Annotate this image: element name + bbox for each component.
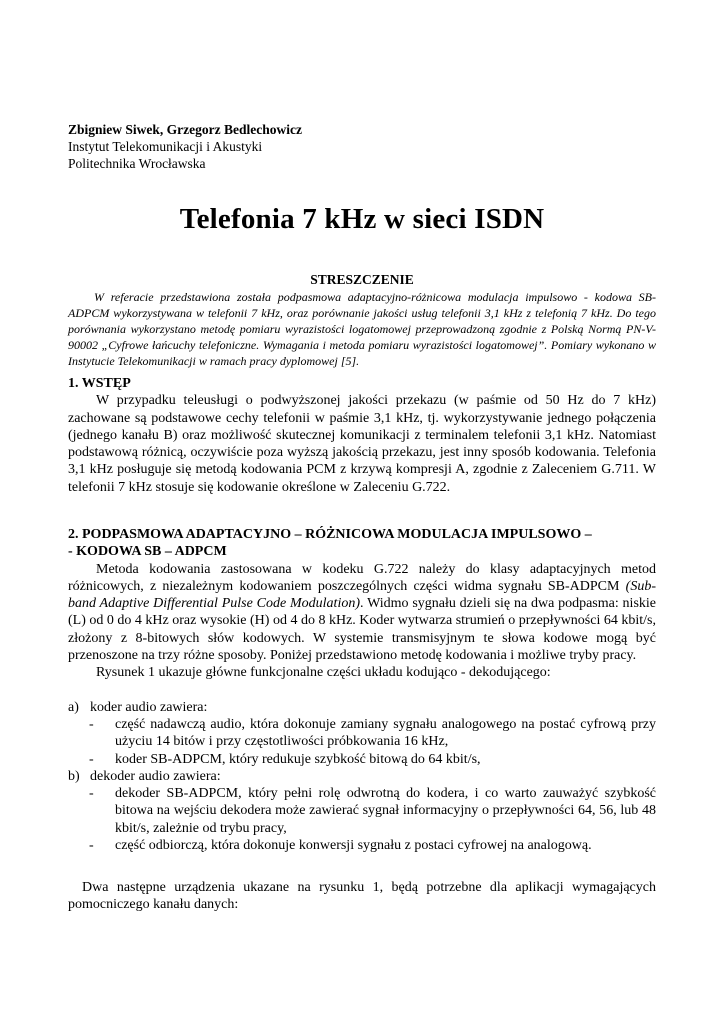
sub-list-item-text: koder SB-ADPCM, który redukuje szybkość bitową do 64 kbit/s, — [115, 751, 481, 767]
paragraph-italic-term: (Sub-band Adaptive Differential Pulse Code Modulation) — [68, 578, 656, 612]
component-list — [68, 699, 656, 855]
section-heading: 1. WSTĘP — [68, 376, 131, 391]
sub-list-item — [89, 837, 656, 854]
paragraph-text: . Widmo sygnału dzieli się na dwa podpasma: niskie (L) od 0 do 4 kHz oraz wysokie (H) od 4 do 8 kHz. Koder wytwarza strumień o przepływności 64 kbit/s, złożony z 8-bitowych słów kodowych. W systemie transmisyjnym te słowa kodowe mogą być przenoszone na trzy różne sposoby. Poniżej przedstawiono metodę kodowania i możliwe tryby pracy. — [68, 596, 657, 664]
sub-list-item — [89, 785, 656, 837]
section-heading-continued: - KODOWA SB – ADPCM — [68, 544, 227, 560]
list-item-text: koder audio zawiera: — [90, 699, 208, 715]
abstract-text: W referacie przedstawiona została podpasmowa adaptacyjno-różnicowa modulacja impulsowo - kodowa SB-ADPCM wykorzystywana w telefonii 7 kHz, oraz porównanie jakości usług telefonii 3,1 kHz z telefonią 7 kHz. Do tego porównania wykorzystano metodę pomiaru wyrazistości logatomowej przeprowadzoną zgodnie z Polską Normą PN-V-90002 „Cyfrowe łańcuchy telefoniczne. Wymagania i metoda pomiaru wyrazistości logatomowej”. Pomiary wykonano w Instytucie Telekomunikacji w ramach pracy dyplomowej [5]. — [68, 290, 656, 368]
dash-bullet: - — [89, 751, 94, 767]
author-institute: Instytut Telekomunikacji i Akustyki — [68, 139, 263, 154]
list-label: a) — [68, 699, 79, 715]
dash-bullet: - — [89, 786, 94, 802]
dash-bullet: - — [89, 838, 94, 854]
sub-list-item-text: część odbiorczą, która dokonuje konwersji sygnału z postaci cyfrowej na analogową. — [115, 838, 592, 854]
sub-list-item-text: część nadawczą audio, która dokonuje zamiany sygnału analogowego na postać cyfrową przy użyciu 14 bitów i przy częstotliwości próbkowania 16 kHz, — [115, 716, 656, 750]
section-heading: 2. PODPASMOWA ADAPTACYJNO – RÓŻNICOWA MODULACJA IMPULSOWO – — [68, 527, 592, 542]
dash-bullet: - — [89, 716, 94, 732]
paragraph-text: Metoda kodowania zastosowana w kodeku G.722 należy do klasy adaptacyjnych metod różnicowych, z niezależnym kodowaniem poszczególnych części widma sygnału SB-ADPCM — [68, 561, 656, 594]
author-university: Politechnika Wrocławska — [68, 156, 206, 171]
list-label: b) — [68, 768, 80, 784]
section-introduction — [68, 375, 656, 496]
paragraph: Rysunek 1 ukazuje główne funkcjonalne części układu kodująco - dekodującego: — [96, 665, 551, 681]
list-item — [68, 768, 656, 785]
section-sb-adpcm — [68, 526, 656, 854]
author-block — [68, 121, 302, 172]
author-names: Zbigniew Siwek, Grzegorz Bedlechowicz — [68, 122, 302, 137]
paragraph: W przypadku teleusługi o podwyższonej jakości przekazu (w paśmie od 50 Hz do 7 kHz) zachowane są podstawowe cechy telefonii w paśmie 3,1 kHz, tj. wykorzystywanie jednego połączenia (jednego kanału B) oraz możliwość skutecznej komunikacji z terminalem telefonii 3,1 kHz. Natomiast podstawową różnicą, oczywiście poza wyższą jakością przekazu, jest inny sposób kodowania. Telefonia 3,1 kHz posługuje się metodą kodowania PCM z krzywą kompresji A, zgodnie z Zaleceniem G.711. W telefonii 7 kHz stosuje się kodowanie określone w Zaleceniu G.722. — [68, 393, 656, 495]
abstract-heading: STRESZCZENIE — [310, 272, 414, 287]
sub-list-item — [89, 751, 656, 768]
sub-list-item-text: dekoder SB-ADPCM, który pełni rolę odwrotną do kodera, i co warto zauważyć szybkość bitowa na wejściu dekodera może zawierać sygnał informacyjny o przepływności 64, 56, lub 48 kbit/s, zależnie od trybu pracy, — [115, 786, 656, 836]
closing-paragraph-block — [68, 879, 656, 914]
list-item — [68, 699, 656, 716]
sub-list-item — [89, 716, 656, 751]
paragraph: Dwa następne urządzenia ukazane na rysunku 1, będą potrzebne dla aplikacji wymagających pomocniczego kanału danych: — [68, 880, 656, 913]
list-item-text: dekoder audio zawiera: — [90, 768, 221, 784]
document-title: Telefonia 7 kHz w sieci ISDN — [179, 203, 545, 235]
paragraph — [68, 561, 656, 665]
